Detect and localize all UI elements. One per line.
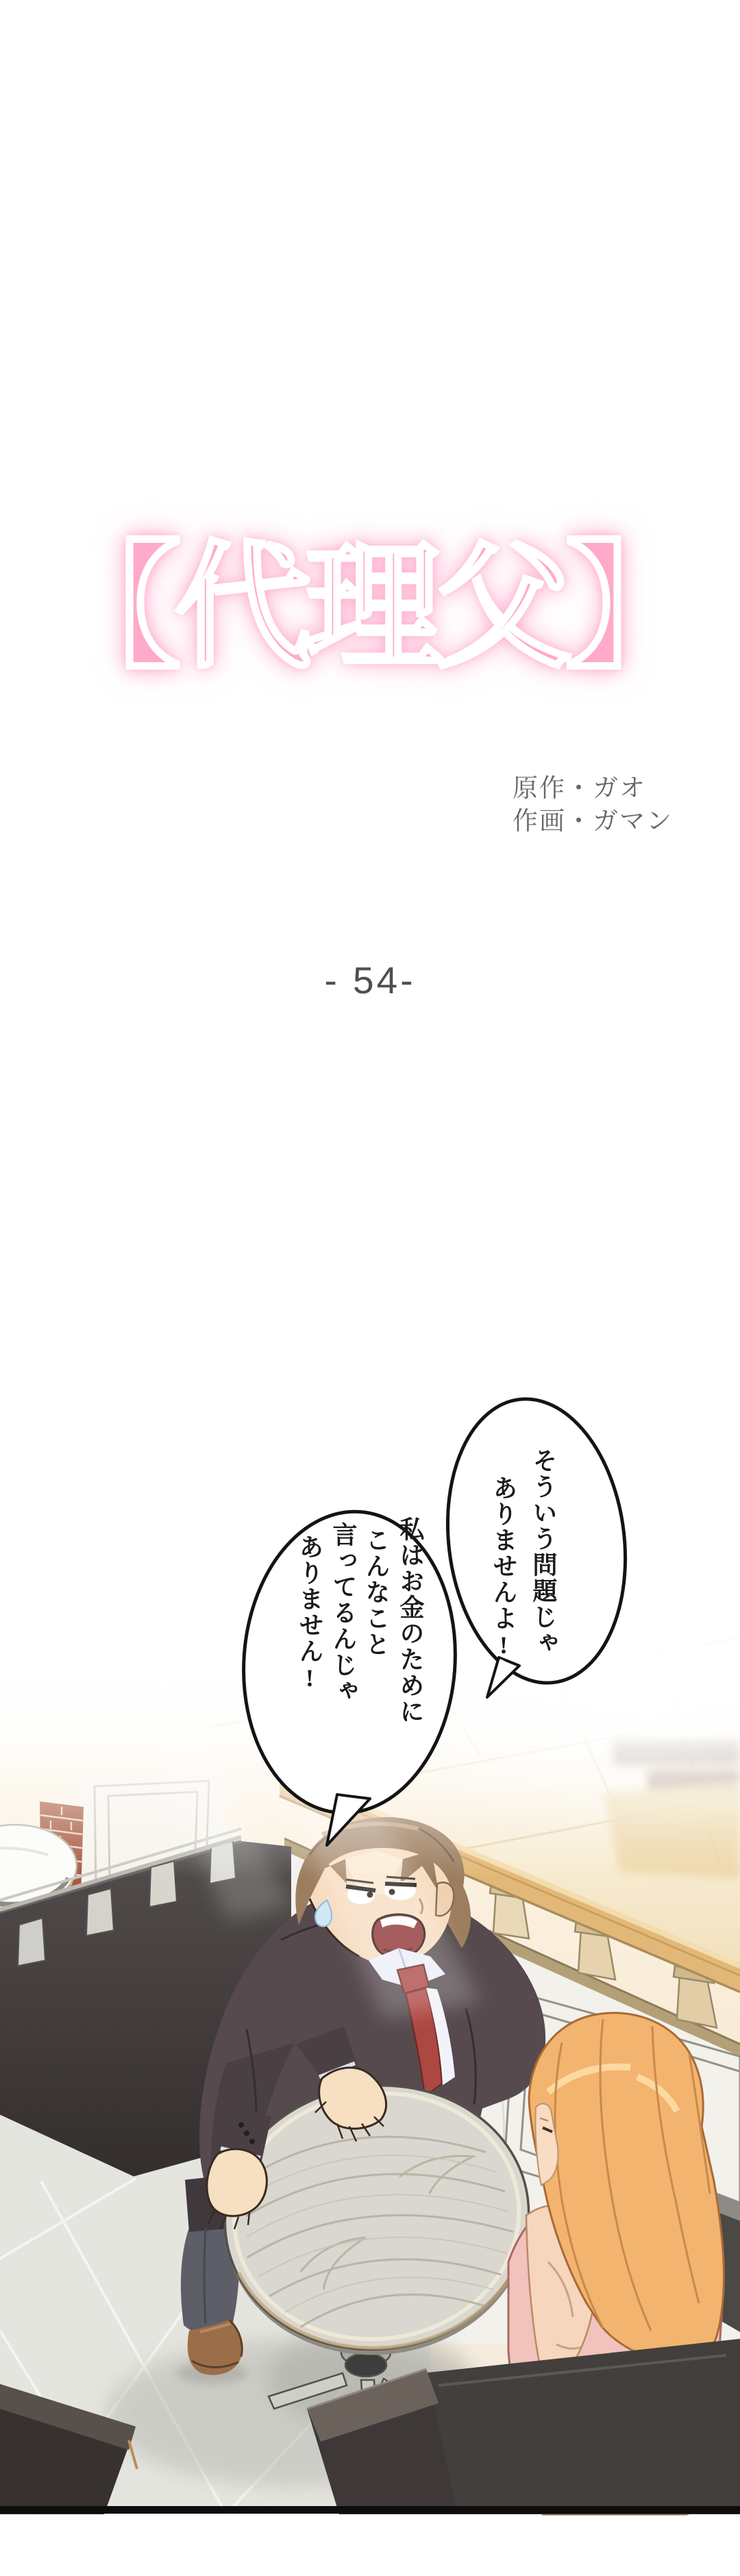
- scene-illustration: [0, 1337, 740, 2516]
- credit-original-author: 原作・ガオ: [513, 774, 646, 802]
- bubble-left-line-1: 私はお金のために: [397, 1516, 424, 1725]
- bubble-right-line-1: そういう問題じゃ: [530, 1448, 557, 1656]
- series-title: 【代理父】: [0, 522, 740, 694]
- bubble-left-line-2: こんなこと: [362, 1527, 390, 1657]
- credits-block: [513, 772, 673, 838]
- man-hand-right: [207, 2149, 267, 2216]
- credit-artist: 作画・ガマン: [513, 807, 673, 835]
- chapter-number: - 54-: [324, 959, 416, 1001]
- panel-bottom-border: [0, 2506, 740, 2514]
- bubble-right-line-2: ありませんよ!: [490, 1475, 517, 1660]
- bubble-left-line-3: 言ってるんじゃ: [330, 1522, 357, 1704]
- bubble-left-line-4: ありません!: [296, 1534, 323, 1693]
